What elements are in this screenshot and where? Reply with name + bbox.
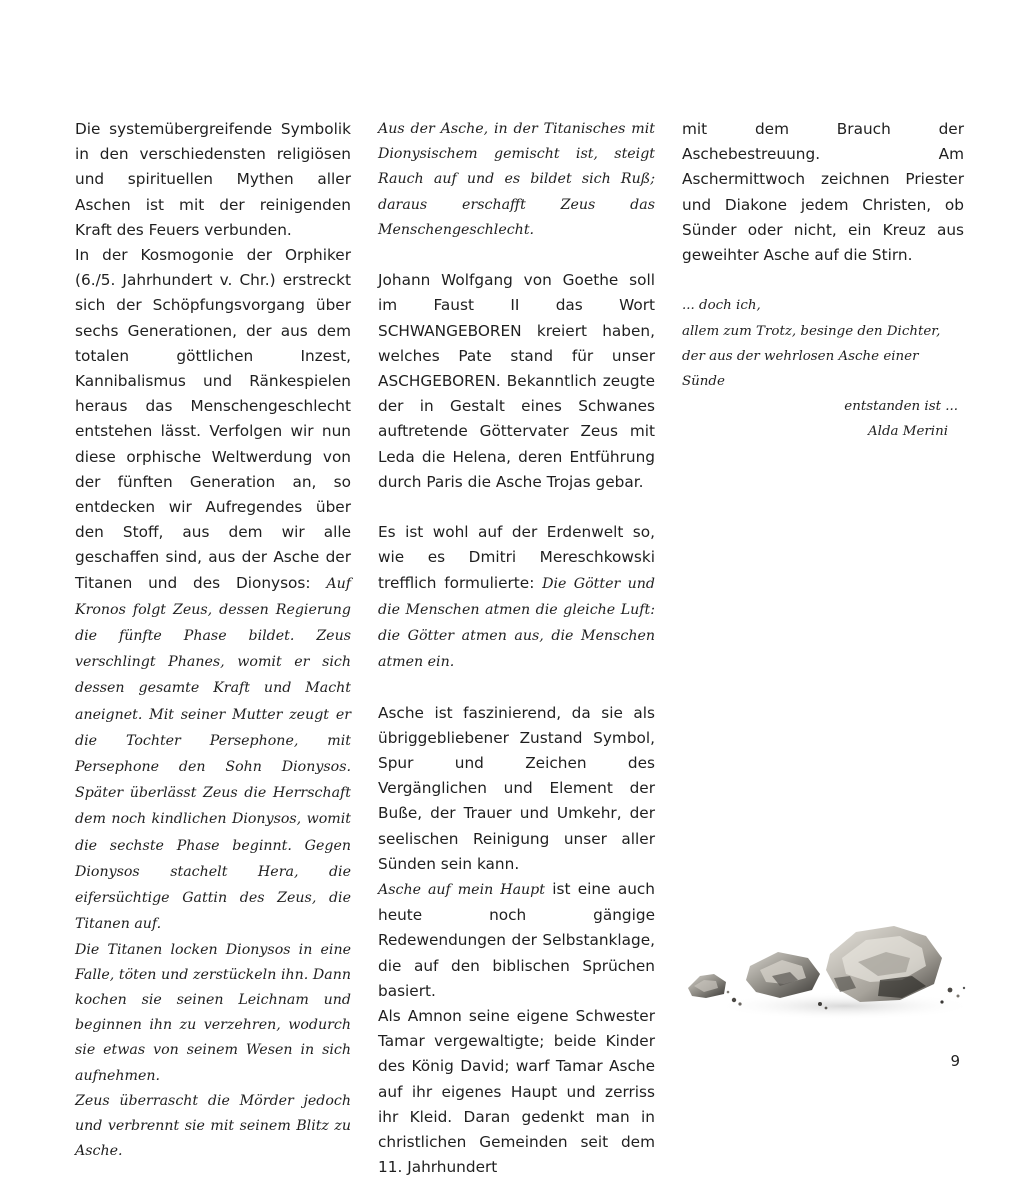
text-column-2 bbox=[378, 117, 655, 1180]
paragraph-text: ist eine auch heute noch gängige Redewendungen der Selbstanklage, die auf den biblischen Sprüchen basiert. bbox=[378, 880, 655, 1000]
page-number: 9 bbox=[950, 1052, 960, 1070]
mythology-quote: Die Titanen locken Dionysos in eine Falle, töten und zerstückeln ihn. Dann kochen sie seinen Leichnam und beginnen ihn zu verzehren, wodurch sie etwas von seinem Wesen in sich aufnehmen. bbox=[75, 941, 351, 1084]
text-column-3 bbox=[682, 117, 964, 445]
idiom-phrase: Asche auf mein Haupt bbox=[378, 882, 545, 899]
paragraph-text: In der Kosmogonie der Orphiker (6./5. Jahrhundert v. Chr.) erstreckt sich der Schöpfungsvorgang über sechs Generationen, der aus dem totalen göttlichen Inzest, Kannibalismus und Ränkespielen heraus das Menschengeschlecht entstehen lässt. Verfolgen wir nun diese orphische Weltwerdung von der fünften Generation an, so entdecken wir Aufregendes über den Stoff, aus dem wir alle geschaffen sind, aus der Asche der Titanen und des Dionysos: bbox=[75, 246, 351, 592]
paragraph bbox=[378, 877, 655, 1004]
ash-pile-image bbox=[680, 918, 980, 1028]
paragraph-text: Es ist wohl auf der Erdenwelt so, wie es Dmitri Mereschkowski trefflich formulierte: bbox=[378, 523, 655, 592]
quote-line: entstanden ist ... bbox=[844, 399, 958, 415]
quote-line: ... doch ich, bbox=[682, 298, 761, 314]
paragraph: Johann Wolfgang von Goethe soll im Faust II das Wort SCHWANGEBOREN kreiert haben, welches Pate stand für unser ASCHGEBOREN. Bekanntlich zeugte der in Gestalt eines Schwanes auftretende Göttervater Zeus mit Leda die Helena, deren Entführung durch Paris die Asche Trojas gebar. bbox=[378, 271, 655, 491]
text-column-1 bbox=[75, 117, 351, 1164]
paragraph: Asche ist faszinierend, da sie als übriggebliebener Zustand Symbol, Spur und Zeichen des Vergänglichen und Element der Buße, der Trauer und Umkehr, der seelischen Reinigung unser aller Sünden sein kann. bbox=[378, 703, 655, 873]
mythology-quote: Zeus überrascht die Mörder jedoch und verbrennt sie mit seinem Blitz zu Asche. bbox=[75, 1092, 351, 1160]
mythology-quote: Auf Kronos folgt Zeus, dessen Regierung die fünfte Phase bildet. Zeus verschlingt Phanes, womit er sich dessen gesamte Kraft und Macht aneignet. Mit seiner Mutter zeugt er die Tochter Persephone, mit Persephone den Sohn Dionysos. Später überlässt Zeus die Herrschaft dem noch kindlichen Dionysos, womit die sechste Phase beginnt. Gegen Dionysos stachelt Hera, die eifersüchtige Gattin des Zeus, die Titanen auf. bbox=[75, 575, 351, 933]
paragraph bbox=[75, 243, 351, 937]
paragraph bbox=[378, 520, 655, 675]
quote-line: allem zum Trotz, besinge den Dichter, bbox=[682, 323, 941, 339]
paragraph: mit dem Brauch der Aschebestreuung. Am Aschermittwoch zeichnen Priester und Diakone jedem Christen, ob Sünder oder nicht, ein Kreuz aus geweihter Asche auf die Stirn. bbox=[682, 120, 964, 265]
merezhkovsky-quote: Die Götter und die Menschen atmen die gleiche Luft: die Götter atmen aus, die Menschen atmen ein. bbox=[378, 575, 655, 671]
mythology-quote: Aus der Asche, in der Titanisches mit Dionysischem gemischt ist, steigt Rauch auf und es bildet sich Ruß; daraus erschafft Zeus das Menschengeschlecht. bbox=[378, 121, 655, 238]
paragraph: Die systemübergreifende Symbolik in den verschiedensten religiösen und spirituellen Mythen aller Aschen ist mit der reinigenden Kraft des Feuers verbunden. bbox=[75, 120, 351, 239]
paragraph: Als Amnon seine eigene Schwester Tamar vergewaltigte; beide Kinder des König David; warf Tamar Asche auf ihr eigenes Haupt und zerriss ihr Kleid. Daran gedenkt man in christlichen Gemeinden seit dem 11. Jahrhundert bbox=[378, 1007, 655, 1177]
quote-author: Alda Merini bbox=[868, 424, 948, 440]
quote-line: der aus der wehrlosen Asche einer Sünde bbox=[682, 348, 919, 390]
poem-quote bbox=[682, 293, 964, 444]
